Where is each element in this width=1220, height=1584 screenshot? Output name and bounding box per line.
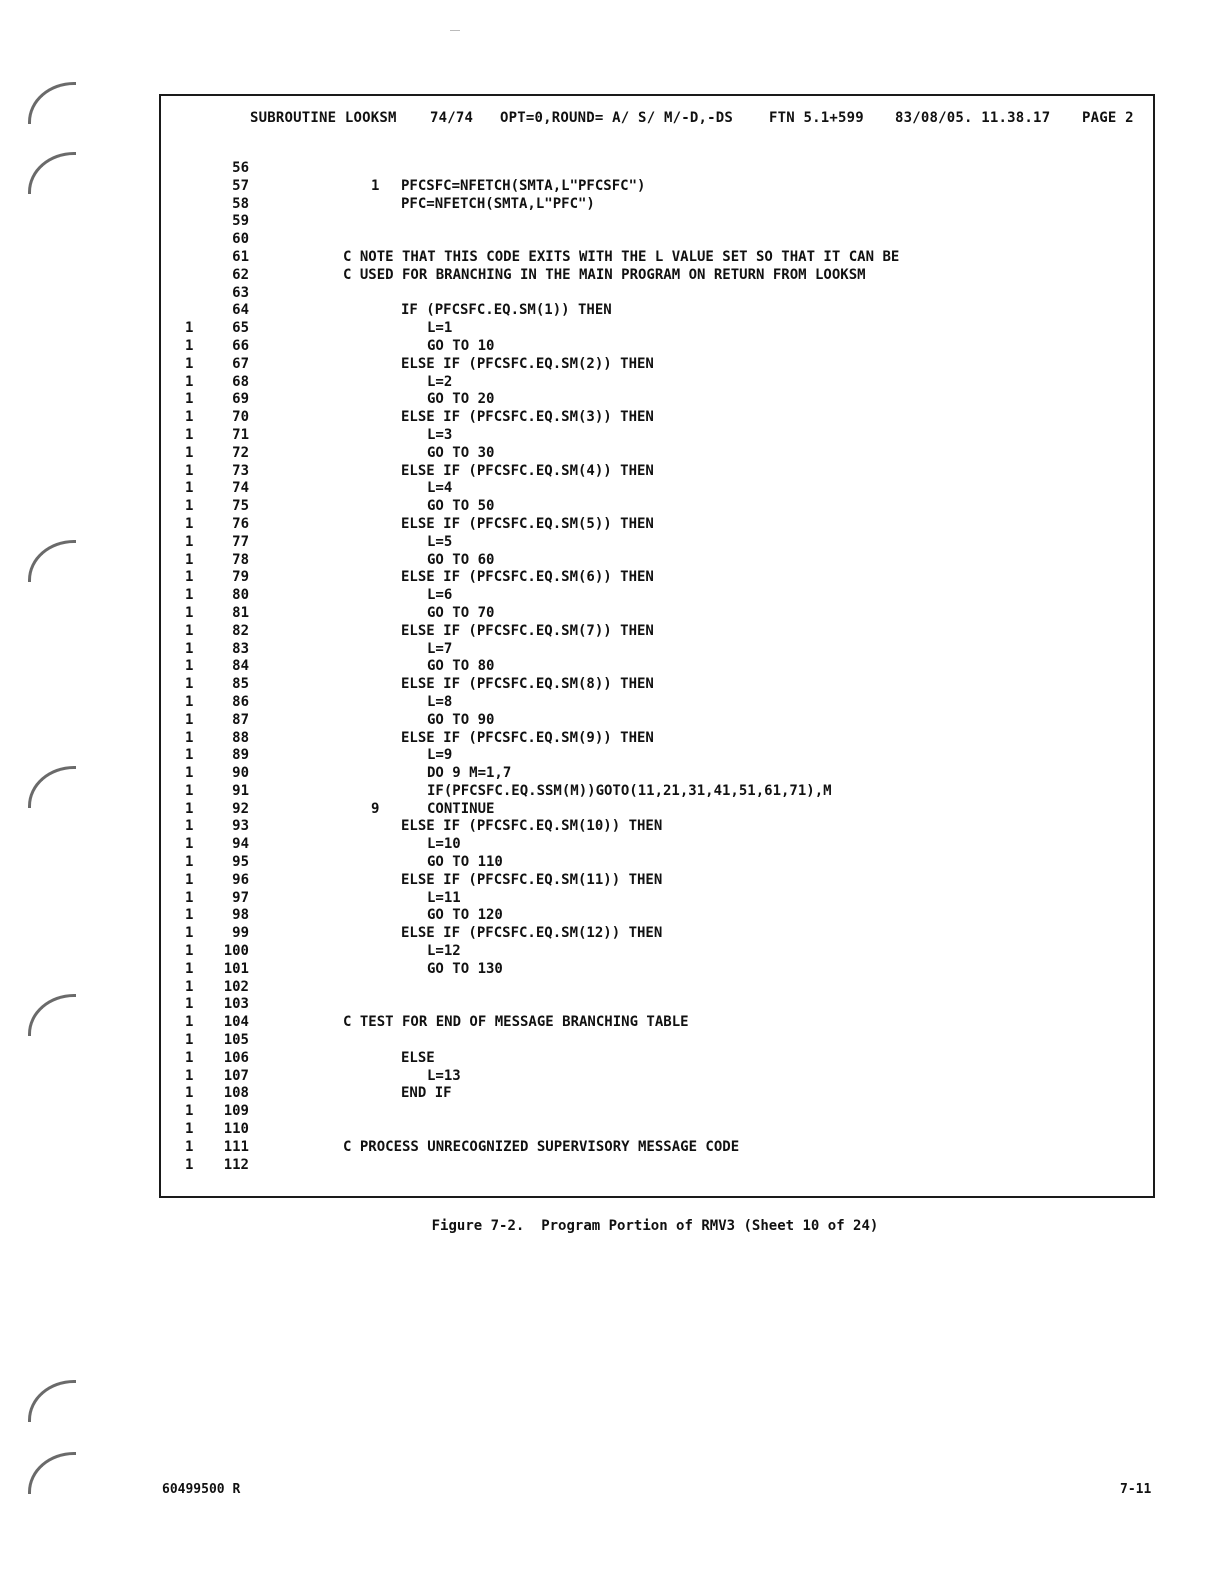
listing-line <box>165 1032 1145 1050</box>
line-number: 56 <box>232 160 249 176</box>
source-code: L=5 <box>427 533 453 550</box>
nesting-level: 1 <box>185 640 194 657</box>
line-number: 70 <box>232 409 249 426</box>
line-number: 64 <box>232 302 249 319</box>
line-number: 74 <box>232 480 249 497</box>
doc-number: 60499500 R <box>162 1482 241 1497</box>
nesting-level: 1 <box>185 337 194 354</box>
listing-line <box>165 1121 1145 1139</box>
line-number: 87 <box>232 711 249 728</box>
line-number: 106 <box>223 1049 249 1066</box>
listing-line <box>165 534 1145 552</box>
nesting-level: 1 <box>185 320 194 337</box>
listing-line <box>165 818 1145 836</box>
binder-hole-icon <box>28 994 76 1036</box>
nesting-level: 1 <box>185 925 194 942</box>
listing-line <box>165 427 1145 445</box>
listing-line <box>165 320 1145 338</box>
line-number: 112 <box>223 1156 249 1173</box>
listing-line <box>165 1103 1145 1121</box>
header-options: OPT=0,ROUND= A/ S/ M/-D,-DS <box>500 110 733 126</box>
header-page: PAGE 2 <box>1082 110 1134 126</box>
source-code: L=1 <box>427 320 453 337</box>
nesting-level: 1 <box>185 480 194 497</box>
nesting-level: 1 <box>185 587 194 604</box>
source-code: L=12 <box>427 943 461 960</box>
page-number: 7-11 <box>1120 1482 1152 1497</box>
source-code: L=7 <box>427 640 453 657</box>
source-code: L=9 <box>427 747 453 764</box>
listing-line <box>165 231 1145 249</box>
source-code: CONTINUE <box>427 800 495 817</box>
line-number: 76 <box>232 515 249 532</box>
nesting-level: 1 <box>185 1085 194 1102</box>
listing-line <box>165 783 1145 801</box>
listing-line <box>165 480 1145 498</box>
line-number: 83 <box>232 640 249 657</box>
source-code: L=10 <box>427 836 461 853</box>
line-number: 111 <box>223 1138 249 1155</box>
nesting-level: 1 <box>185 907 194 924</box>
listing-line <box>165 907 1145 925</box>
line-number: 97 <box>232 889 249 906</box>
line-number: 60 <box>232 231 249 248</box>
line-number: 72 <box>232 444 249 461</box>
line-number: 94 <box>232 836 249 853</box>
listing-line <box>165 569 1145 587</box>
source-code: GO TO 120 <box>427 907 503 924</box>
listing-line <box>165 658 1145 676</box>
nesting-level: 1 <box>185 1103 194 1120</box>
source-code: END IF <box>401 1085 452 1102</box>
source-code: ELSE IF (PFCSFC.EQ.SM(2)) THEN <box>401 355 654 372</box>
source-code: ELSE IF (PFCSFC.EQ.SM(8)) THEN <box>401 676 654 693</box>
source-code: L=3 <box>427 426 453 443</box>
source-code: C PROCESS UNRECOGNIZED SUPERVISORY MESSAGE CODE <box>343 1138 740 1155</box>
nesting-level: 1 <box>185 515 194 532</box>
listing-line <box>165 747 1145 765</box>
figure-caption: Figure 7-2. Program Portion of RMV3 (Sheet 10 of 24) <box>431 1218 879 1234</box>
source-code: GO TO 60 <box>427 551 495 568</box>
listing-line <box>165 925 1145 943</box>
line-number: 68 <box>232 373 249 390</box>
source-code: ELSE IF (PFCSFC.EQ.SM(7)) THEN <box>401 622 654 639</box>
listing-line <box>165 213 1145 231</box>
nesting-level: 1 <box>185 800 194 817</box>
line-number: 69 <box>232 391 249 408</box>
listing-line <box>165 1014 1145 1032</box>
listing-line <box>165 285 1145 303</box>
nesting-level: 1 <box>185 373 194 390</box>
source-code: PFC=NFETCH(SMTA,L"PFC") <box>401 195 595 212</box>
line-number: 88 <box>232 729 249 746</box>
line-number: 109 <box>223 1103 249 1120</box>
listing-line <box>165 374 1145 392</box>
line-number: 82 <box>232 622 249 639</box>
source-code: GO TO 50 <box>427 498 495 515</box>
nesting-level: 1 <box>185 426 194 443</box>
nesting-level: 1 <box>185 1032 194 1049</box>
source-code: ELSE IF (PFCSFC.EQ.SM(4)) THEN <box>401 462 654 479</box>
source-code: ELSE <box>401 1049 435 1066</box>
source-code: L=6 <box>427 587 453 604</box>
nesting-level: 1 <box>185 871 194 888</box>
line-number: 101 <box>223 960 249 977</box>
binder-hole-icon <box>28 152 76 194</box>
line-number: 79 <box>232 569 249 586</box>
listing-line <box>165 872 1145 890</box>
line-number: 91 <box>232 782 249 799</box>
header-compiler: FTN 5.1+599 <box>769 110 864 126</box>
source-code: GO TO 80 <box>427 658 495 675</box>
nesting-level: 1 <box>185 533 194 550</box>
listing-line <box>165 1157 1145 1175</box>
source-code: ELSE IF (PFCSFC.EQ.SM(9)) THEN <box>401 729 654 746</box>
line-number: 77 <box>232 533 249 550</box>
listing-line <box>165 160 1145 178</box>
listing-line <box>165 996 1145 1014</box>
nesting-level: 1 <box>185 782 194 799</box>
header-datetime: 83/08/05. 11.38.17 <box>895 110 1051 126</box>
source-code: IF (PFCSFC.EQ.SM(1)) THEN <box>401 302 612 319</box>
line-number: 89 <box>232 747 249 764</box>
line-number: 59 <box>232 213 249 230</box>
binder-hole-icon <box>28 766 76 808</box>
listing-line <box>165 641 1145 659</box>
line-number: 80 <box>232 587 249 604</box>
nesting-level: 1 <box>185 943 194 960</box>
binder-hole-icon <box>28 540 76 582</box>
source-code: GO TO 10 <box>427 337 495 354</box>
nesting-level: 1 <box>185 498 194 515</box>
source-code: L=11 <box>427 889 461 906</box>
listing-line <box>165 391 1145 409</box>
line-number: 84 <box>232 658 249 675</box>
source-code: IF(PFCSFC.EQ.SSM(M))GOTO(11,21,31,41,51,61,71),M <box>427 782 832 799</box>
nesting-level: 1 <box>185 836 194 853</box>
line-number: 96 <box>232 871 249 888</box>
line-number: 57 <box>232 177 249 194</box>
line-number: 67 <box>232 355 249 372</box>
listing-line <box>165 463 1145 481</box>
line-number: 58 <box>232 195 249 212</box>
source-code: C NOTE THAT THIS CODE EXITS WITH THE L VALUE SET SO THAT IT CAN BE <box>343 248 900 265</box>
nesting-level: 1 <box>185 711 194 728</box>
line-number: 107 <box>223 1067 249 1084</box>
listing-line <box>165 302 1145 320</box>
line-number: 63 <box>232 284 249 301</box>
line-number: 95 <box>232 854 249 871</box>
line-number: 102 <box>223 978 249 995</box>
listing-line <box>165 623 1145 641</box>
source-code: C TEST FOR END OF MESSAGE BRANCHING TABLE <box>343 1014 689 1031</box>
line-number: 90 <box>232 765 249 782</box>
nesting-level: 1 <box>185 409 194 426</box>
source-code: PFCSFC=NFETCH(SMTA,L"PFCSFC") <box>401 177 646 194</box>
nesting-level: 1 <box>185 1067 194 1084</box>
line-number: 104 <box>223 1014 249 1031</box>
nesting-level: 1 <box>185 996 194 1013</box>
nesting-level: 1 <box>185 391 194 408</box>
listing-line <box>165 836 1145 854</box>
source-code: ELSE IF (PFCSFC.EQ.SM(5)) THEN <box>401 515 654 532</box>
line-number: 93 <box>232 818 249 835</box>
source-code: GO TO 20 <box>427 391 495 408</box>
source-code: ELSE IF (PFCSFC.EQ.SM(12)) THEN <box>401 925 663 942</box>
source-code: L=2 <box>427 373 453 390</box>
listing-line <box>165 676 1145 694</box>
nesting-level: 1 <box>185 978 194 995</box>
source-code: L=8 <box>427 693 453 710</box>
listing-line <box>165 854 1145 872</box>
source-code: GO TO 110 <box>427 854 503 871</box>
binder-hole-icon <box>28 1380 76 1422</box>
nesting-level: 1 <box>185 551 194 568</box>
line-number: 66 <box>232 337 249 354</box>
line-number: 73 <box>232 462 249 479</box>
line-number: 108 <box>223 1085 249 1102</box>
listing-line <box>165 516 1145 534</box>
nesting-level: 1 <box>185 729 194 746</box>
nesting-level: 1 <box>185 1121 194 1138</box>
listing-line <box>165 249 1145 267</box>
line-number: 99 <box>232 925 249 942</box>
source-code: GO TO 70 <box>427 604 495 621</box>
source-code: ELSE IF (PFCSFC.EQ.SM(3)) THEN <box>401 409 654 426</box>
listing-line <box>165 605 1145 623</box>
statement-label: 9 <box>371 800 380 817</box>
line-number: 85 <box>232 676 249 693</box>
listing-line <box>165 356 1145 374</box>
listing-line <box>165 712 1145 730</box>
source-code: GO TO 30 <box>427 444 495 461</box>
nesting-level: 1 <box>185 676 194 693</box>
listing-line <box>165 979 1145 997</box>
line-number: 75 <box>232 498 249 515</box>
source-code: ELSE IF (PFCSFC.EQ.SM(11)) THEN <box>401 871 663 888</box>
nesting-level: 1 <box>185 693 194 710</box>
listing-line <box>165 943 1145 961</box>
listing-line <box>165 267 1145 285</box>
source-code: ELSE IF (PFCSFC.EQ.SM(10)) THEN <box>401 818 663 835</box>
nesting-level: 1 <box>185 1156 194 1173</box>
nesting-level: 1 <box>185 960 194 977</box>
line-number: 100 <box>223 943 249 960</box>
source-code: DO 9 M=1,7 <box>427 765 512 782</box>
nesting-level: 1 <box>185 854 194 871</box>
header-routine: SUBROUTINE LOOKSM <box>250 110 397 126</box>
scan-mark <box>450 30 460 31</box>
listing-line <box>165 445 1145 463</box>
line-number: 105 <box>223 1032 249 1049</box>
line-number: 103 <box>223 996 249 1013</box>
listing-line <box>165 1068 1145 1086</box>
nesting-level: 1 <box>185 622 194 639</box>
listing-line <box>165 1050 1145 1068</box>
listing-line <box>165 1139 1145 1157</box>
listing-line <box>165 196 1145 214</box>
listing-line <box>165 694 1145 712</box>
line-number: 110 <box>223 1121 249 1138</box>
nesting-level: 1 <box>185 1138 194 1155</box>
listing-line <box>165 409 1145 427</box>
line-number: 61 <box>232 248 249 265</box>
nesting-level: 1 <box>185 658 194 675</box>
nesting-level: 1 <box>185 765 194 782</box>
nesting-level: 1 <box>185 818 194 835</box>
line-number: 86 <box>232 693 249 710</box>
statement-label: 1 <box>371 177 380 194</box>
binder-hole-icon <box>28 82 76 124</box>
listing-line <box>165 338 1145 356</box>
listing-line <box>165 498 1145 516</box>
code-listing <box>165 160 1145 1174</box>
source-code: GO TO 130 <box>427 960 503 977</box>
line-number: 78 <box>232 551 249 568</box>
line-number: 62 <box>232 266 249 283</box>
line-number: 71 <box>232 426 249 443</box>
listing-line <box>165 552 1145 570</box>
source-code: ELSE IF (PFCSFC.EQ.SM(6)) THEN <box>401 569 654 586</box>
line-number: 65 <box>232 320 249 337</box>
nesting-level: 1 <box>185 1049 194 1066</box>
listing-line <box>165 961 1145 979</box>
nesting-level: 1 <box>185 444 194 461</box>
nesting-level: 1 <box>185 462 194 479</box>
nesting-level: 1 <box>185 1014 194 1031</box>
listing-line <box>165 890 1145 908</box>
source-code: GO TO 90 <box>427 711 495 728</box>
nesting-level: 1 <box>185 889 194 906</box>
nesting-level: 1 <box>185 569 194 586</box>
source-code: L=4 <box>427 480 453 497</box>
nesting-level: 1 <box>185 604 194 621</box>
listing-line <box>165 765 1145 783</box>
nesting-level: 1 <box>185 747 194 764</box>
listing-line <box>165 587 1145 605</box>
nesting-level: 1 <box>185 355 194 372</box>
listing-line <box>165 1085 1145 1103</box>
line-number: 98 <box>232 907 249 924</box>
line-number: 92 <box>232 800 249 817</box>
listing-line <box>165 801 1145 819</box>
header-version: 74/74 <box>430 110 474 126</box>
source-code: L=13 <box>427 1067 461 1084</box>
listing-line <box>165 178 1145 196</box>
line-number: 81 <box>232 604 249 621</box>
source-code: C USED FOR BRANCHING IN THE MAIN PROGRAM ON RETURN FROM LOOKSM <box>343 266 866 283</box>
listing-line <box>165 730 1145 748</box>
binder-hole-icon <box>28 1452 76 1494</box>
